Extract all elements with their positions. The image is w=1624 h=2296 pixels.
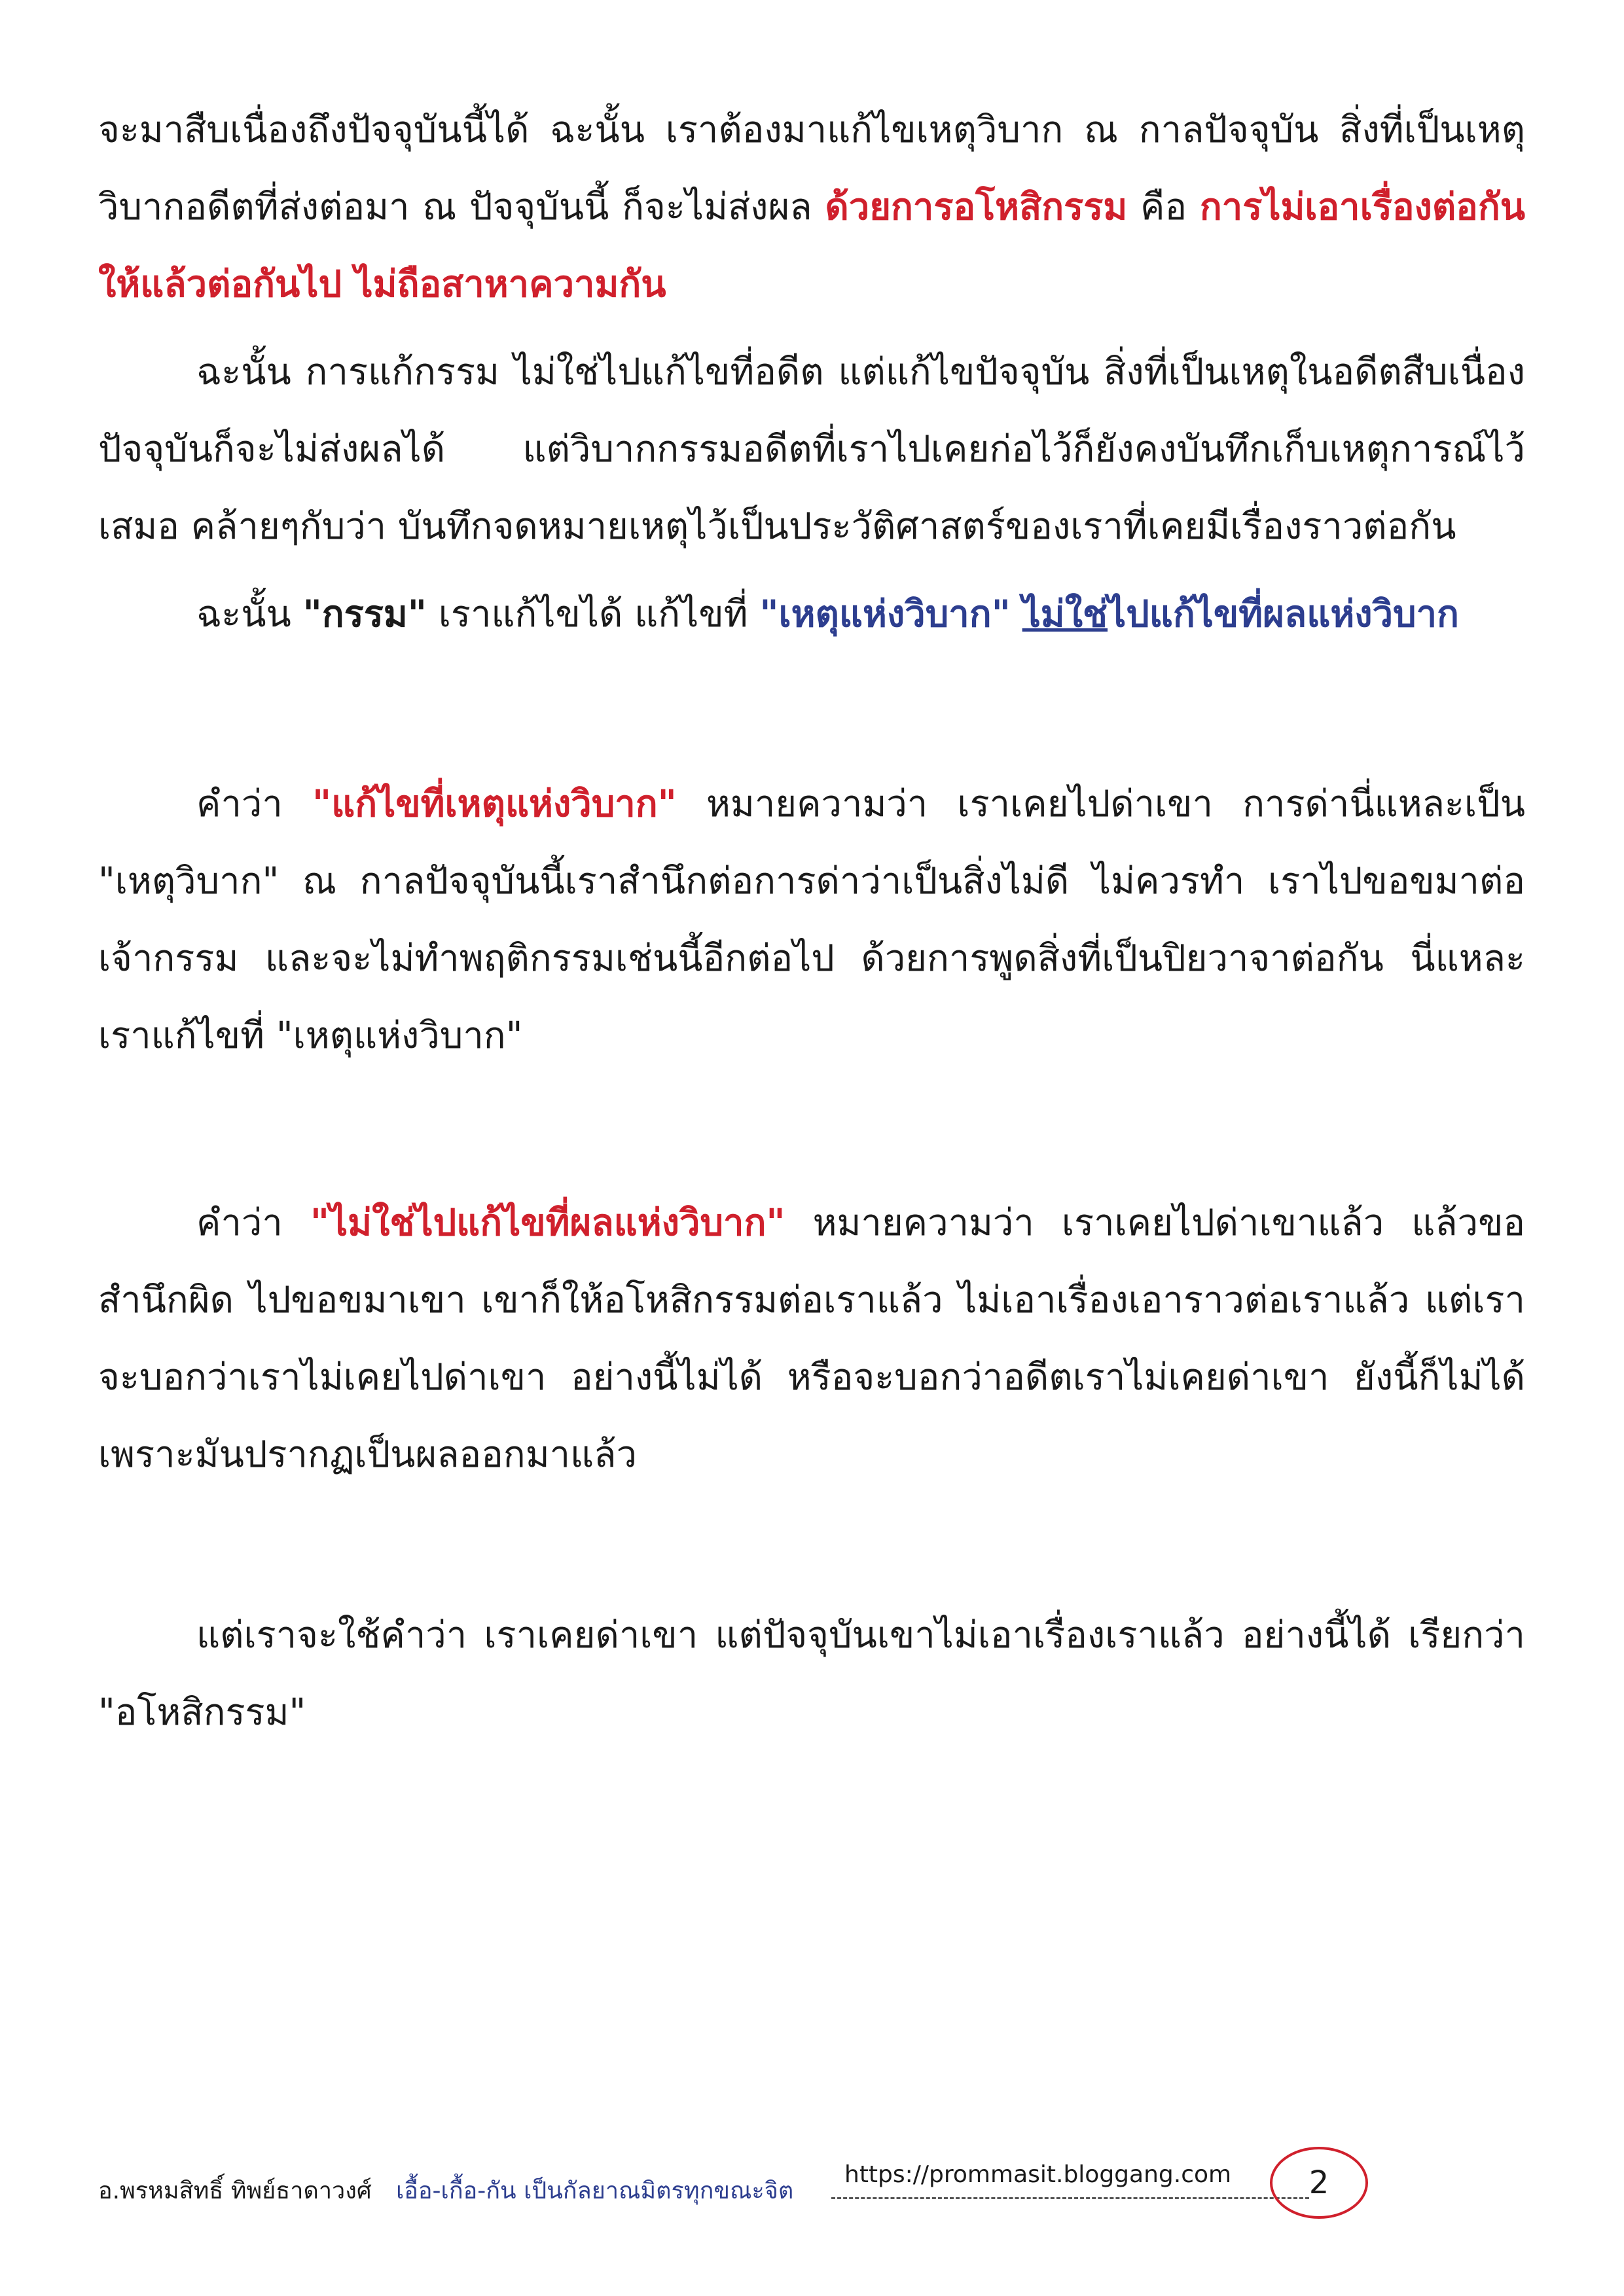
emphasis-not-holding-grudge: การไม่เอาเรื่องต่อกัน ให้แล้วต่อกันไป ไม่ถือสาหาความกัน <box>98 186 1525 306</box>
paragraph-text: คำว่า <box>196 783 312 825</box>
emphasis-not-fix-result: "ไม่ใช่ไปแก้ไขที่ผลแห่งวิบาก" <box>310 1202 785 1244</box>
paragraph-karma-summary <box>196 576 1571 653</box>
emphasis-ahosikam: ด้วยการอโหสิกรรม <box>825 186 1128 228</box>
paragraph-text: คือ <box>1127 186 1200 228</box>
footer-url-link[interactable]: https://prommasit.bloggang.com <box>831 2153 1309 2199</box>
emphasis-cause-of-result: "เหตุแห่งวิบาก" <box>759 593 1011 636</box>
paragraph-text: คำว่า <box>196 1202 310 1244</box>
paragraph-karma-fixing: ฉะนั้น การแก้กรรม ไม่ใช่ไปแก้ไขที่อดีต แต่แก้ไขปัจจุบัน สิ่งที่เป็นเหตุในอดีตสืบเนื่องปัจจุบันก็จะไม่ส่งผลได้ แต่วิบากกรรมอดีตที่เราไปเคยก่อไว้ก็ยังคงบันทึกเก็บเหตุการณ์ไว้เสมอ คล้ายๆกับว่า บันทึกจดหมายเหตุไว้เป็นประวัติศาสตร์ของเราที่เคยมีเรื่องราวต่อกัน <box>98 351 1525 548</box>
page-footer <box>98 2153 1538 2225</box>
emphasis-karma: "กรรม" <box>302 593 427 636</box>
page-number-badge: 2 <box>1270 2147 1368 2219</box>
footer-slogan: เอื้อ-เกื้อ-กัน เป็นกัลยาณมิตรทุกขณะจิต <box>396 2178 794 2204</box>
spacer-text <box>1011 593 1022 636</box>
paragraph-text: หมายความว่า เราเคยไปด่าเขา การด่านี่แหละเป็น "เหตุวิบาก" ณ กาลปัจจุบันนี้เราสำนึกต่อการด่าว่าเป็นสิ่งไม่ดี ไม่ควรทำ เราไปขอขมาต่อเจ้ากรรม และจะไม่ทำพฤติกรรมเช่นนี้อีกต่อไป ด้วยการพูดสิ่งที่เป็นปิยวาจาต่อกัน นี่แหละ เราแก้ไขที่ "เหตุแห่งวิบาก" <box>98 783 1525 1057</box>
emphasis-not-fixing-result: ไปแก้ไขที่ผลแห่งวิบาก <box>1108 593 1459 636</box>
paragraph-continuation <box>98 92 1525 323</box>
paragraph-fix-cause <box>98 766 1525 1075</box>
emphasis-not: ไม่ใช่ <box>1022 593 1108 636</box>
paragraph-text: เราแก้ไขได้ แก้ไขที่ <box>426 593 760 636</box>
paragraph-text: ฉะนั้น <box>196 593 303 636</box>
footer-author: อ.พรหมสิทธิ์ ทิพย์ธาดาวงศ์ <box>98 2178 372 2204</box>
emphasis-fix-cause: "แก้ไขที่เหตุแห่งวิบาก" <box>312 783 677 825</box>
paragraph-not-fix-result <box>98 1185 1525 1494</box>
paragraph-ahosikam-definition: แต่เราจะใช้คำว่า เราเคยด่าเขา แต่ปัจจุบันเขาไม่เอาเรื่องเราแล้ว อย่างนี้ได้ เรียกว่า "อโหสิกรรม" <box>98 1614 1525 1734</box>
paragraph-text: จะมาสืบเนื่องถึงปัจจุบันนี้ได้ ฉะนั้น เราต้องมาแก้ไขเหตุวิบาก ณ กาลปัจจุบัน สิ่งที่เป็นเหตุวิบากอดีตที่ส่งต่อมา ณ ปัจจุบันนี้ ก็จะไม่ส่งผล <box>98 109 1525 228</box>
paragraph-text: หมายความว่า เราเคยไปด่าเขาแล้ว แล้วขอสำนึกผิด ไปขอขมาเขา เขาก็ให้อโหสิกรรมต่อเราแล้ว ไม่เอาเรื่องเอาราวต่อเราแล้ว แต่เราจะบอกว่าเราไม่เคยไปด่าเขา อย่างนี้ไม่ได้ หรือจะบอกว่าอดีตเราไม่เคยด่าเขา ยังนี้ก็ไม่ได้ เพราะมันปรากฏเป็นผลออกมาแล้ว <box>98 1202 1525 1476</box>
